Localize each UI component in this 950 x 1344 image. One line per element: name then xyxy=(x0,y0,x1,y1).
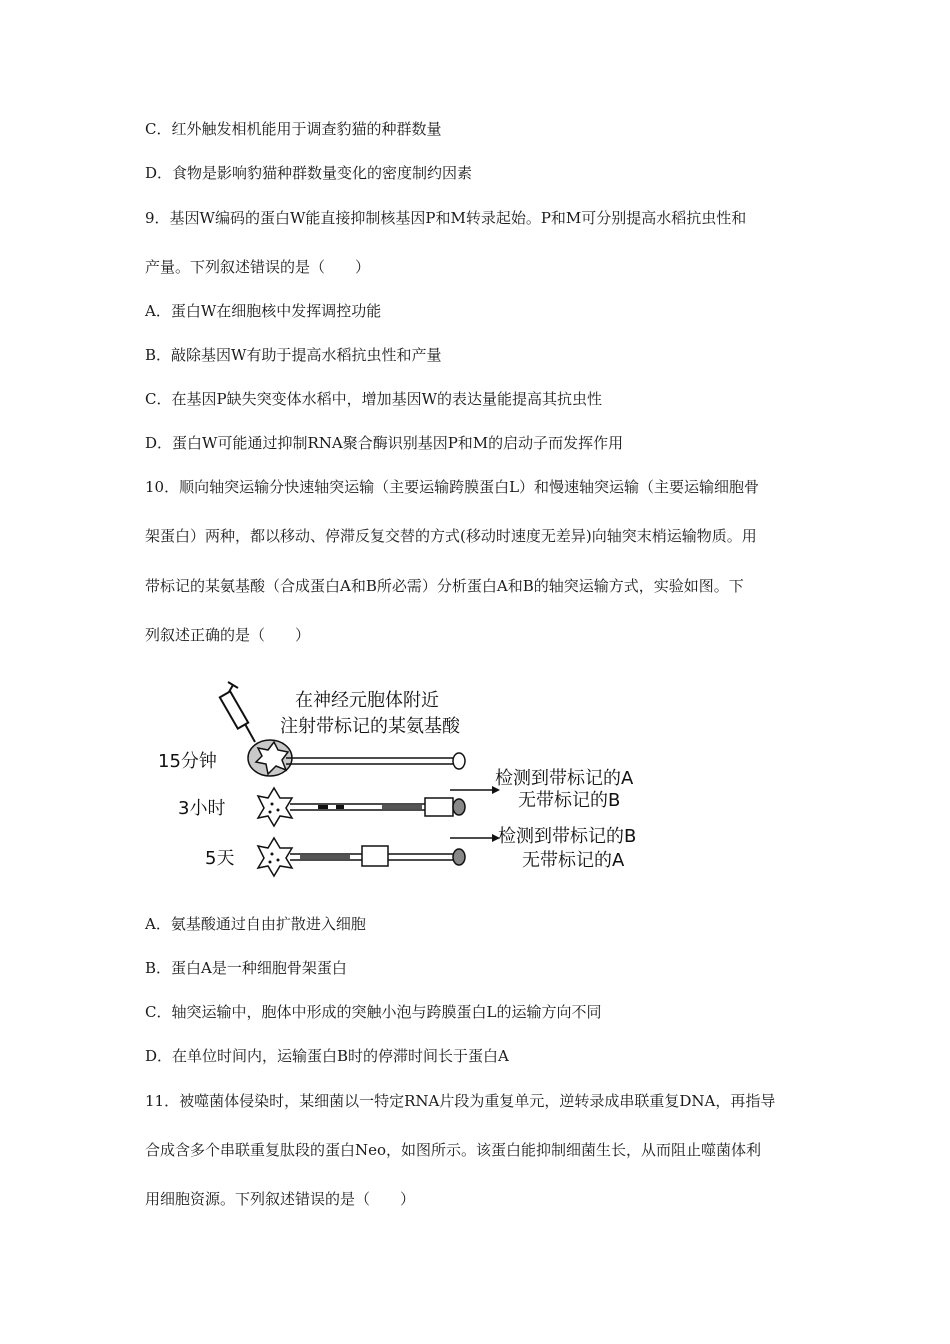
option-9c: C．在基因P缺失突变体水稻中，增加基因W的表达量能提高其抗虫性 xyxy=(145,390,602,408)
time-label-15min: 15分钟 xyxy=(158,751,217,772)
question-9-stem-1: 9．基因W编码的蛋白W能直接抑制核基因P和M转录起始。P和M可分别提高水稻抗虫性和 xyxy=(145,209,747,227)
option-9d: D．蛋白W可能通过抑制RNA聚合酶识别基因P和M的启动子而发挥作用 xyxy=(145,434,624,452)
result-3h-line2: 无带标记的B xyxy=(518,790,621,811)
question-10-stem-3: 带标记的某氨基酸（合成蛋白A和B所必需）分析蛋白A和B的轴突运输方式，实验如图。下 xyxy=(145,577,744,595)
neuron-15min xyxy=(248,740,465,776)
axonal-transport-figure xyxy=(150,678,710,878)
result-5d-line2: 无带标记的A xyxy=(522,850,625,871)
option-10a: A．氨基酸通过自由扩散进入细胞 xyxy=(145,915,366,933)
option-9b: B．敲除基因W有助于提高水稻抗虫性和产量 xyxy=(145,346,442,364)
question-11-stem-3: 用细胞资源。下列叙述错误的是（ ） xyxy=(145,1190,416,1208)
question-9-stem-2: 产量。下列叙述错误的是（ ） xyxy=(145,258,371,276)
option-9a: A．蛋白W在细胞核中发挥调控功能 xyxy=(145,302,382,320)
question-11-stem-1: 11．被噬菌体侵染时，某细菌以一特定RNA片段为重复单元，逆转录成串联重复DNA，再指导 xyxy=(145,1092,776,1110)
option-10d: D．在单位时间内，运输蛋白B时的停滞时间长于蛋白A xyxy=(145,1047,509,1065)
neuron-3h xyxy=(258,786,500,826)
time-label-5d: 5天 xyxy=(205,848,235,869)
figure-caption-line2: 注射带标记的某氨基酸 xyxy=(280,716,460,737)
question-10-stem-4: 列叙述正确的是（ ） xyxy=(145,626,311,644)
time-label-3h: 3小时 xyxy=(178,798,226,819)
figure-caption-line1: 在神经元胞体附近 xyxy=(295,690,439,711)
question-10-stem-1: 10．顺向轴突运输分快速轴突运输（主要运输跨膜蛋白L）和慢速轴突运输（主要运输细胞骨 xyxy=(145,478,760,496)
option-10c: C．轴突运输中，胞体中形成的突触小泡与跨膜蛋白L的运输方向不同 xyxy=(145,1003,602,1021)
question-11-stem-2: 合成含多个串联重复肽段的蛋白Neo，如图所示。该蛋白能抑制细菌生长，从而阻止噬菌体利 xyxy=(145,1141,762,1159)
question-10-stem-2: 架蛋白）两种，都以移动、停滞反复交替的方式(移动时速度无差异)向轴突末梢运输物质。用 xyxy=(145,527,757,545)
option-10b: B．蛋白A是一种细胞骨架蛋白 xyxy=(145,959,347,977)
syringe-icon xyxy=(220,682,255,742)
neuron-5d xyxy=(258,834,500,876)
option-8d: D．食物是影响豹猫种群数量变化的密度制约因素 xyxy=(145,164,473,182)
result-5d-line1: 检测到带标记的B xyxy=(498,826,637,847)
result-3h-line1: 检测到带标记的A xyxy=(495,768,634,789)
option-8c: C．红外触发相机能用于调查豹猫的种群数量 xyxy=(145,120,442,138)
